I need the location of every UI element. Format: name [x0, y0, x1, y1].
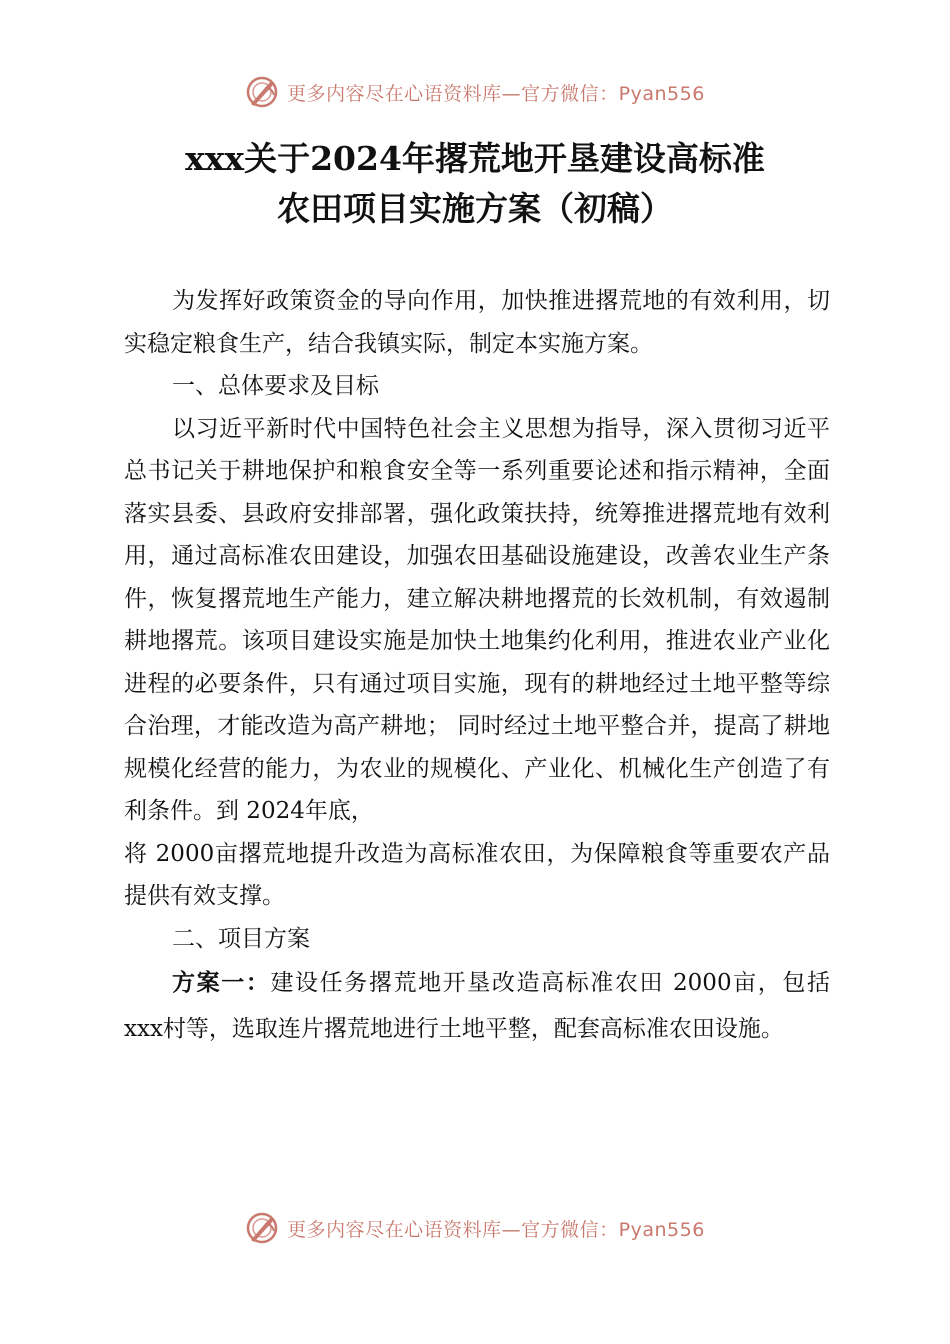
section-1-heading: 一、总体要求及目标: [172, 373, 379, 399]
document-title: [0, 134, 950, 234]
section-1-paragraph: 以习近平新时代中国特色社会主义思想为指导，深入贯彻习近平总书记关于耕地保护和粮食安全等一系列重要论述和指示精神，全面落实县委、县政府安排部署，强化政策扶持，统筹推进撂荒地有效利用，通过高标准农田建设，加强农田基础设施建设，改善农业生产条件，恢复撂荒地生产能力，建立解决耕地撂荒的长效机制，有效遏制耕地撂荒。该项目建设实施是加快土地集约化利用，推进农业产业化进程的必要条件，只有通过项目实施，现有的耕地经过土地平整等综合治理，才能改造为高产耕地； 同时经过土地平整合并，提高了耕地规模化经营的能力，为农业的规模化、产业化、机械化生产创造了有利条件。到 2024年底，: [124, 415, 830, 824]
quill-seal-icon: [245, 1211, 279, 1245]
intro-paragraph: 为发挥好政策资金的导向作用，加快推进撂荒地的有效利用，切实稳定粮食生产，结合我镇实际，制定本实施方案。: [124, 288, 830, 357]
title-line-1: xxx关于2024年撂荒地开垦建设高标准: [185, 139, 765, 178]
watermark-footer: [0, 1208, 950, 1248]
watermark-text: 更多内容尽在心语资料库—官方微信：Pyan556: [287, 1218, 705, 1241]
plan-1-text: 建设任务撂荒地开垦改造高标准农田 2000亩，包括 xxx村等，选取连片撂荒地进行土地平整，配套高标准农田设施。: [124, 970, 830, 1042]
document-body: [124, 280, 830, 1052]
watermark-text: 更多内容尽在心语资料库—官方微信：Pyan556: [287, 82, 705, 105]
quill-seal-icon: [245, 75, 279, 109]
watermark-header: [0, 72, 950, 112]
plan-1-label: 方案一：: [172, 970, 271, 996]
section-2-heading: 二、项目方案: [172, 925, 310, 952]
title-line-2: 农田项目实施方案（初稿）: [277, 189, 673, 228]
plan-1-paragraph: [124, 960, 830, 1052]
section-1-paragraph-continued: 将 2000亩撂荒地提升改造为高标准农田，为保障粮食等重要农产品提供有效支撑。: [124, 840, 830, 909]
